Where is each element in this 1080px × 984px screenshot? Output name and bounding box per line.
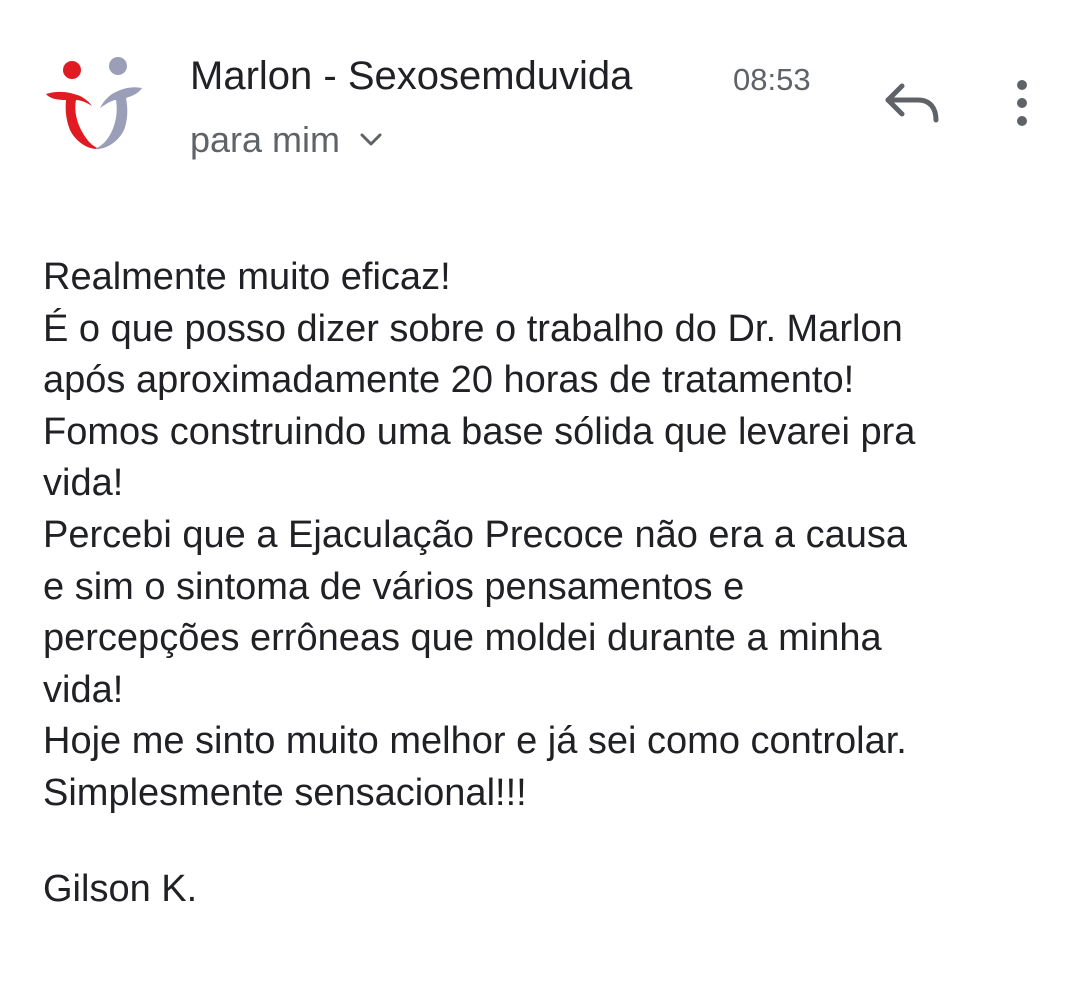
reply-button[interactable] <box>880 78 946 132</box>
email-time: 08:53 <box>733 62 811 97</box>
reply-icon <box>880 78 946 132</box>
sender-name: Marlon - Sexosemduvida <box>190 54 633 98</box>
body-line: percepções errôneas que moldei durante a minha <box>43 617 882 660</box>
chevron-down-icon <box>360 133 382 147</box>
recipient-label: para mim <box>190 119 341 160</box>
couple-logo-icon <box>40 50 150 160</box>
recipient-details-toggle[interactable] <box>190 118 382 162</box>
body-line: Realmente muito eficaz! <box>43 256 451 298</box>
body-line: vida! <box>43 668 124 711</box>
email-body <box>43 252 1053 820</box>
body-line: Fomos construindo uma base sólida que levarei pra <box>43 410 916 453</box>
body-line: e sim o sintoma de vários pensamentos e <box>43 565 745 608</box>
body-line: vida! <box>43 462 124 505</box>
email-signature: Gilson K. <box>43 868 198 910</box>
sender-avatar[interactable] <box>40 50 150 160</box>
body-line: É o que posso dizer sobre o trabalho do Dr. Marlon <box>43 307 903 350</box>
more-vert-icon <box>1000 76 1044 132</box>
body-line: Simplesmente sensacional!!! <box>43 771 527 814</box>
email-header <box>0 0 1080 200</box>
body-line: após aproximadamente 20 horas de tratamento! <box>43 359 855 402</box>
body-line: Percebi que a Ejaculação Precoce não era a causa <box>43 513 907 556</box>
body-line: Hoje me sinto muito melhor e já sei como controlar. <box>43 720 907 763</box>
more-options-button[interactable] <box>1000 76 1044 132</box>
